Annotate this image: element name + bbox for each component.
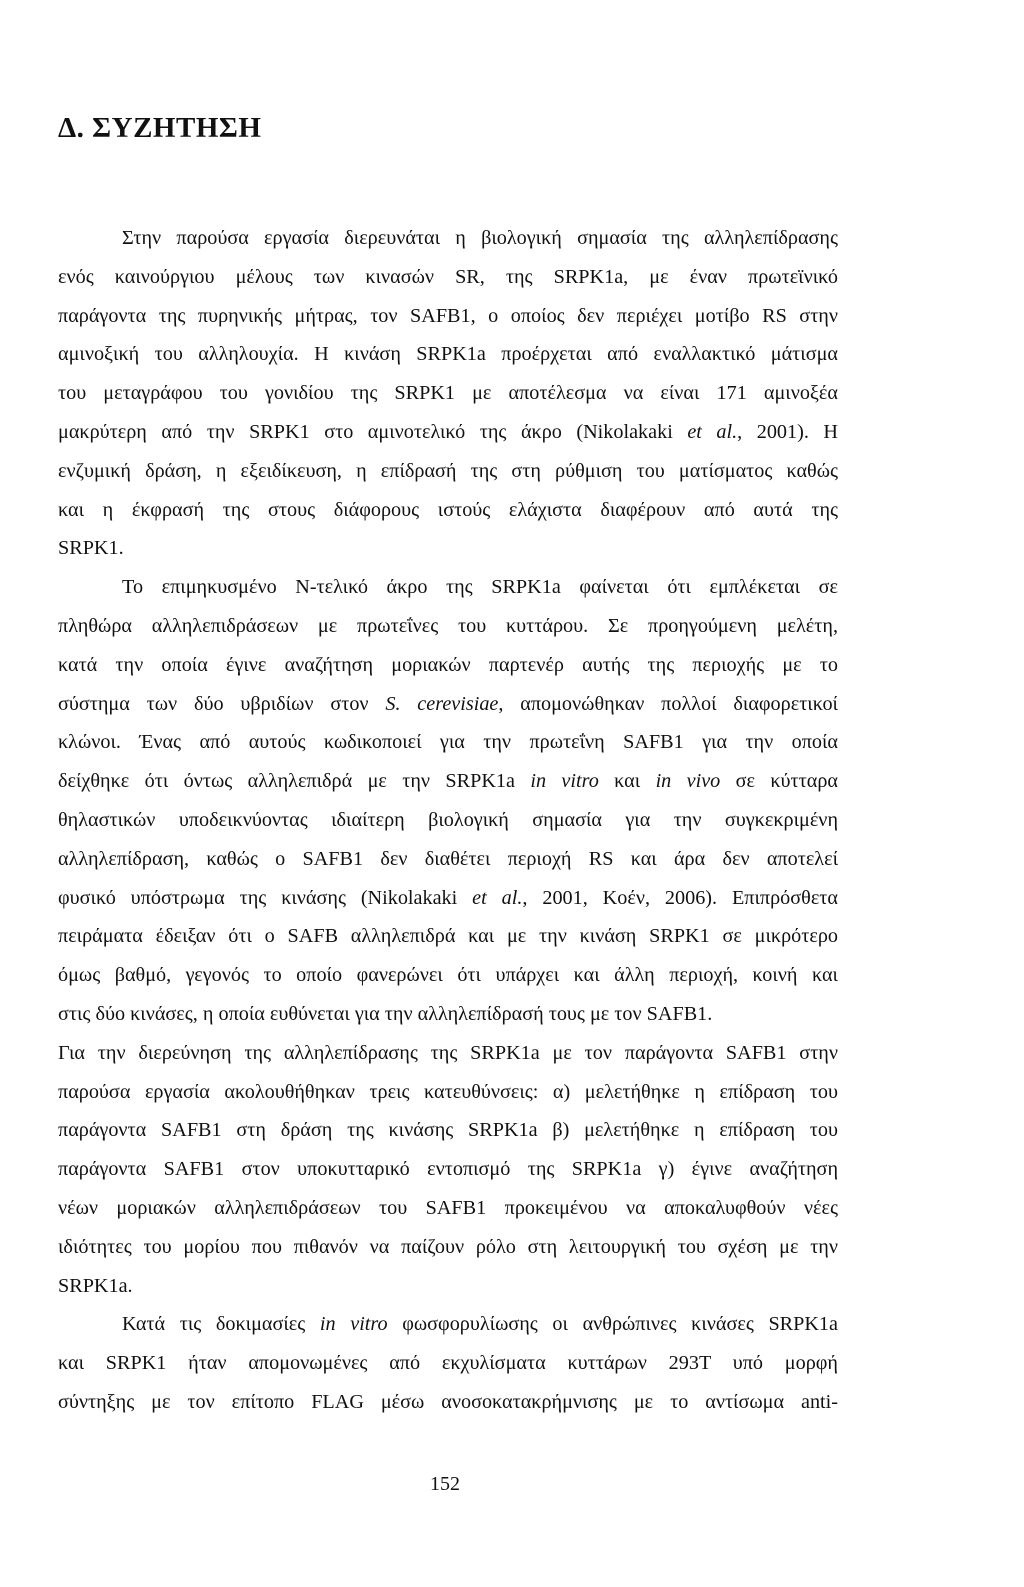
text-line <box>58 995 838 1034</box>
text-run: κλώνοι. Ένας από αυτούς κωδικοποιεί για την πρωτεΐνη SAFB1 για την οποία <box>58 731 838 754</box>
text-run: πειράματα έδειξαν ότι ο SAFB αλληλεπιδρά και με την κινάση SRPK1 σε μικρότερο <box>58 925 838 948</box>
text-line <box>58 1383 838 1422</box>
text-line <box>58 762 838 801</box>
text-run: SRPK1. <box>58 537 124 560</box>
text-line <box>58 685 838 724</box>
text-line <box>58 917 838 956</box>
text-line <box>58 219 838 258</box>
text-line <box>58 879 838 918</box>
text-line <box>58 1267 838 1306</box>
text-run: παρούσα εργασία ακολουθήθηκαν τρεις κατευθύνσεις: α) μελετήθηκε η επίδραση του <box>58 1080 838 1103</box>
text-line <box>58 1150 838 1189</box>
text-run: Στην παρούσα εργασία διερευνάται η βιολογική σημασία της αλληλεπίδρασης <box>122 227 838 249</box>
text-run: και <box>598 770 656 793</box>
text-line <box>58 491 838 530</box>
text-line <box>58 1034 838 1073</box>
text-run: κατά την οποία έγινε αναζήτηση μοριακών παρτενέρ αυτής της περιοχής με το <box>58 653 838 676</box>
text-run: όμως βαθμό, γεγονός το οποίο φανερώνει ότι υπάρχει και άλλη περιοχή, κοινή και <box>58 964 838 987</box>
text-run: σύντηξης με τον επίτοπο FLAG μέσω ανοσοκατακρήμνισης με το αντίσωμα anti- <box>58 1390 838 1413</box>
text-line <box>58 529 838 568</box>
text-line <box>58 413 838 452</box>
text-line <box>58 452 838 491</box>
text-run: φωσφορυλίωσης οι ανθρώπινες κινάσες SRPK1a <box>387 1313 838 1336</box>
text-line <box>58 335 838 374</box>
text-line <box>58 801 838 840</box>
text-run: , 2001, Κοέν, 2006). Επιπρόσθετα <box>522 886 838 909</box>
section-heading: Δ. ΣΥΖΗΤΗΣΗ <box>58 112 262 144</box>
body-text <box>58 219 838 1422</box>
text-run: Κατά τις δοκιμασίες <box>122 1313 320 1336</box>
text-run: ιδιότητες του μορίου που πιθανόν να παίζουν ρόλο στη λειτουργική του σχέση με την <box>58 1235 838 1258</box>
text-line <box>58 1228 838 1267</box>
text-run: παράγοντα SAFB1 στον υποκυτταρικό εντοπισμό της SRPK1a γ) έγινε αναζήτηση <box>58 1158 838 1181</box>
text-line <box>58 258 838 297</box>
text-line <box>58 1073 838 1112</box>
page-number: 152 <box>430 1473 460 1495</box>
italic-text: in vitro <box>530 770 599 793</box>
text-run: σε κύτταρα <box>720 770 838 793</box>
text-line <box>58 1344 838 1383</box>
italic-text: et al. <box>687 420 738 443</box>
text-run: και SRPK1 ήταν απομονωμένες από εκχυλίσματα κυττάρων 293T υπό μορφή <box>58 1352 838 1375</box>
text-line <box>58 297 838 336</box>
text-line <box>58 607 838 646</box>
text-run: παράγοντα της πυρηνικής μήτρας, τον SAFB1, ο οποίος δεν περιέχει μοτίβο RS στην <box>58 304 838 327</box>
text-run: νέων μοριακών αλληλεπιδράσεων του SAFB1 προκειμένου να αποκαλυφθούν νέες <box>58 1196 838 1219</box>
text-run: SRPK1a. <box>58 1274 133 1297</box>
text-line <box>58 956 838 995</box>
text-run: δείχθηκε ότι όντως αλληλεπιδρά με την SRPK1a <box>58 770 531 793</box>
text-run: αλληλεπίδραση, καθώς ο SAFB1 δεν διαθέτει περιοχή RS και άρα δεν αποτελεί <box>58 847 838 870</box>
text-run: Το επιμηκυσμένο N-τελικό άκρο της SRPK1a φαίνεται ότι εμπλέκεται σε <box>122 576 838 599</box>
text-run: πληθώρα αλληλεπιδράσεων με πρωτεΐνες του κυττάρου. Σε προηγούμενη μελέτη, <box>58 614 838 637</box>
italic-text: et al. <box>472 886 523 909</box>
text-line <box>58 1189 838 1228</box>
text-line <box>58 723 838 762</box>
text-run: αμινοξική του αλληλουχία. Η κινάση SRPK1a προέρχεται από εναλλακτικό μάτισμα <box>58 343 838 366</box>
text-line <box>58 374 838 413</box>
text-line <box>58 1111 838 1150</box>
italic-text: S. cerevisiae <box>385 692 499 715</box>
text-run: θηλαστικών υποδεικνύοντας ιδιαίτερη βιολογική σημασία για την συγκεκριμένη <box>58 808 838 831</box>
italic-text: in vitro <box>319 1313 388 1336</box>
text-run: , απομονώθηκαν πολλοί διαφορετικοί <box>498 692 838 715</box>
text-run: παράγοντα SAFB1 στη δράση της κινάσης SRPK1a β) μελετήθηκε η επίδραση του <box>58 1119 838 1142</box>
text-run: φυσικό υπόστρωμα της κινάσης (Nikolakaki <box>58 886 473 909</box>
text-line <box>58 568 838 607</box>
text-run: σύστημα των δύο υβριδίων στον <box>58 692 386 715</box>
text-line <box>58 840 838 879</box>
text-run: του μεταγράφου του γονιδίου της SRPK1 με αποτέλεσμα να είναι 171 αμινοξέα <box>58 382 838 405</box>
text-line <box>58 646 838 685</box>
text-run: μακρύτερη από την SRPK1 στο αμινοτελικό της άκρο (Nikolakaki <box>58 420 688 443</box>
text-run: Για την διερεύνηση της αλληλεπίδρασης της SRPK1a με τον παράγοντα SAFB1 στην <box>58 1041 838 1064</box>
italic-text: in vivo <box>655 770 721 793</box>
text-run: και η έκφρασή της στους διάφορους ιστούς ελάχιστα διαφέρουν από αυτά της <box>58 498 838 521</box>
text-run: στις δύο κινάσες, η οποία ευθύνεται για την αλληλεπίδρασή τους με τον SAFB1. <box>58 1002 713 1025</box>
text-run: ενός καινούργιου μέλους των κινασών SR, της SRPK1a, με έναν πρωτεϊνικό <box>58 265 838 288</box>
text-run: , 2001). Η <box>737 420 838 443</box>
text-line <box>58 1305 838 1344</box>
text-run: ενζυμική δράση, η εξειδίκευση, η επίδρασή της στη ρύθμιση του ματίσματος καθώς <box>58 459 838 482</box>
